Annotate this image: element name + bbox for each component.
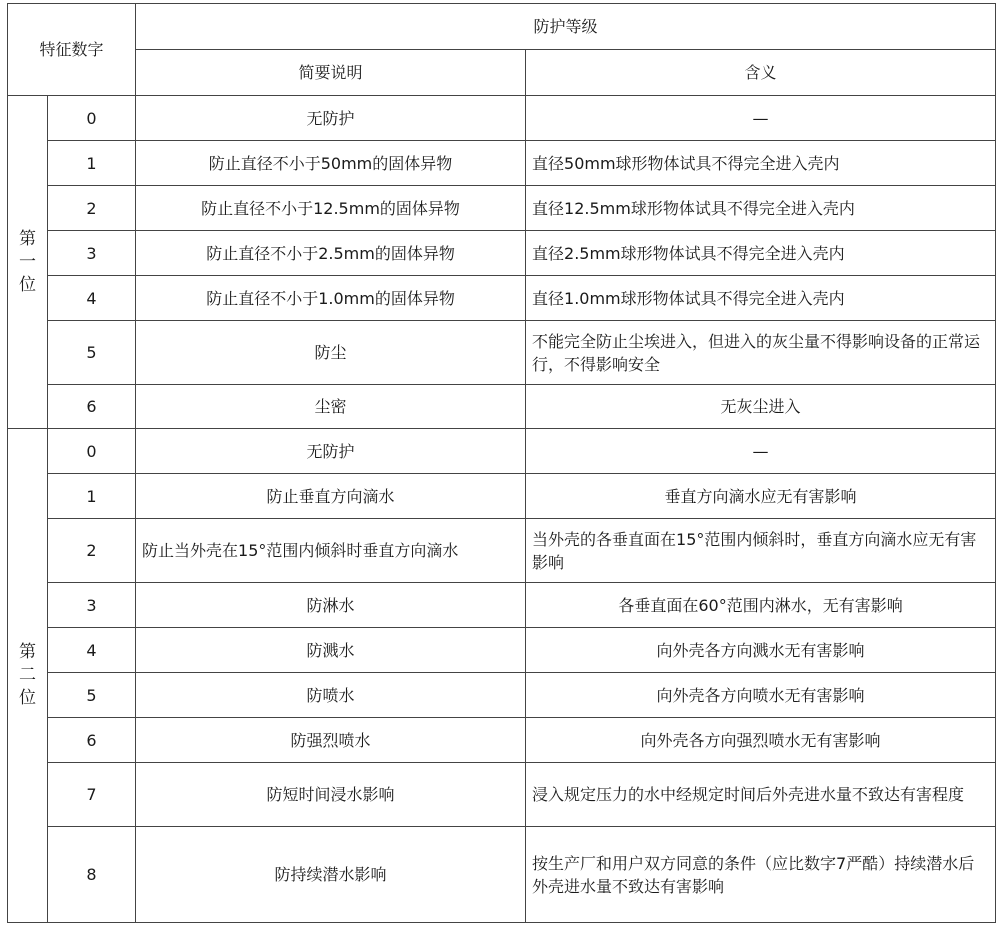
meaning-cell: 直径12.5mm球形物体试具不得完全进入壳内 (526, 186, 996, 231)
brief-cell: 防止直径不小于1.0mm的固体异物 (136, 276, 526, 321)
table-row (8, 385, 996, 429)
table-row (8, 141, 996, 186)
digit-cell: 8 (48, 827, 136, 923)
meaning-cell: — (526, 96, 996, 141)
table-row (8, 519, 996, 583)
digit-cell: 5 (48, 673, 136, 718)
meaning-cell: 不能完全防止尘埃进入，但进入的灰尘量不得影响设备的正常运行，不得影响安全 (526, 321, 996, 385)
brief-cell: 防止垂直方向滴水 (136, 474, 526, 519)
digit-cell: 6 (48, 385, 136, 429)
header-protection-level: 防护等级 (136, 4, 996, 50)
digit-cell: 3 (48, 231, 136, 276)
meaning-cell: — (526, 429, 996, 474)
brief-cell: 防止当外壳在15°范围内倾斜时垂直方向滴水 (136, 519, 526, 583)
brief-cell: 无防护 (136, 96, 526, 141)
brief-cell: 防短时间浸水影响 (136, 763, 526, 827)
digit-cell: 4 (48, 276, 136, 321)
brief-cell: 无防护 (136, 429, 526, 474)
meaning-cell: 向外壳各方向强烈喷水无有害影响 (526, 718, 996, 763)
meaning-cell: 无灰尘进入 (526, 385, 996, 429)
table-row (8, 827, 996, 923)
digit-cell: 0 (48, 96, 136, 141)
brief-cell: 尘密 (136, 385, 526, 429)
brief-cell: 防止直径不小于2.5mm的固体异物 (136, 231, 526, 276)
table-row (8, 718, 996, 763)
group-char: 第 (19, 228, 36, 249)
brief-cell: 防强烈喷水 (136, 718, 526, 763)
digit-cell: 6 (48, 718, 136, 763)
header-meaning: 含义 (526, 50, 996, 96)
meaning-cell: 向外壳各方向喷水无有害影响 (526, 673, 996, 718)
group-char: 位 (19, 688, 36, 708)
meaning-cell: 当外壳的各垂直面在15°范围内倾斜时，垂直方向滴水应无有害影响 (526, 519, 996, 583)
table-row (8, 628, 996, 673)
table-row (8, 763, 996, 827)
group-char: 第 (19, 642, 36, 662)
digit-cell: 1 (48, 141, 136, 186)
meaning-cell: 按生产厂和用户双方同意的条件（应比数字7严酷）持续潜水后外壳进水量不致达有害影响 (526, 827, 996, 923)
group-label-first (8, 96, 48, 429)
table-row (8, 429, 996, 474)
ip-protection-table (7, 3, 996, 923)
meaning-cell: 直径1.0mm球形物体试具不得完全进入壳内 (526, 276, 996, 321)
digit-cell: 5 (48, 321, 136, 385)
meaning-cell: 直径50mm球形物体试具不得完全进入壳内 (526, 141, 996, 186)
brief-cell: 防喷水 (136, 673, 526, 718)
digit-cell: 3 (48, 583, 136, 628)
brief-cell: 防溅水 (136, 628, 526, 673)
table-row (8, 231, 996, 276)
group-char: 一 (19, 251, 36, 272)
digit-cell: 1 (48, 474, 136, 519)
brief-cell: 防持续潜水影响 (136, 827, 526, 923)
brief-cell: 防止直径不小于12.5mm的固体异物 (136, 186, 526, 231)
header-brief: 简要说明 (136, 50, 526, 96)
meaning-cell: 各垂直面在60°范围内淋水，无有害影响 (526, 583, 996, 628)
group-char: 二 (19, 665, 36, 685)
table-row (8, 474, 996, 519)
table-row (8, 583, 996, 628)
digit-cell: 4 (48, 628, 136, 673)
table-row (8, 673, 996, 718)
meaning-cell: 浸入规定压力的水中经规定时间后外壳进水量不致达有害程度 (526, 763, 996, 827)
digit-cell: 7 (48, 763, 136, 827)
meaning-cell: 向外壳各方向溅水无有害影响 (526, 628, 996, 673)
table-row (8, 186, 996, 231)
brief-cell: 防淋水 (136, 583, 526, 628)
brief-cell: 防尘 (136, 321, 526, 385)
digit-cell: 0 (48, 429, 136, 474)
table-row (8, 96, 996, 141)
header-feature-digit: 特征数字 (8, 4, 136, 96)
meaning-cell: 垂直方向滴水应无有害影响 (526, 474, 996, 519)
group-char: 位 (19, 274, 36, 295)
meaning-cell: 直径2.5mm球形物体试具不得完全进入壳内 (526, 231, 996, 276)
digit-cell: 2 (48, 186, 136, 231)
brief-cell: 防止直径不小于50mm的固体异物 (136, 141, 526, 186)
table-row (8, 321, 996, 385)
group-label-second (8, 429, 48, 923)
digit-cell: 2 (48, 519, 136, 583)
table-row (8, 276, 996, 321)
